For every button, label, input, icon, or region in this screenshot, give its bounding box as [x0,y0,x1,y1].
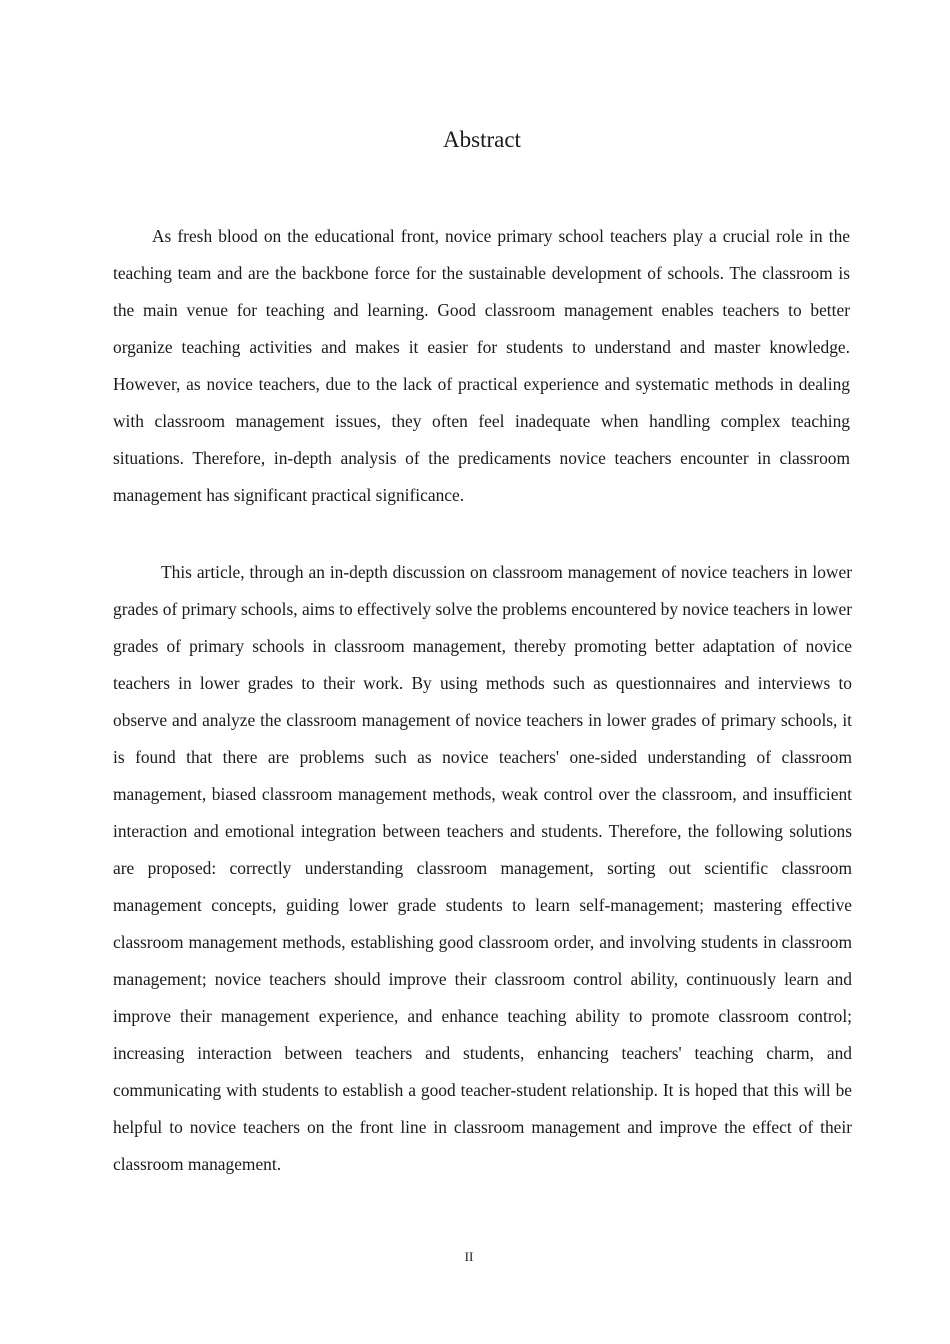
page-title: Abstract [443,127,521,152]
abstract-paragraph-1: As fresh blood on the educational front, novice primary school teachers play a crucial role in the teaching team and are the backbone force for the sustainable development of schools. The classroom is the main venue for teaching and learning. Good classroom management enables teachers to better organize teaching activities and makes it easier for students to understand and master knowledge. However, as novice teachers, due to the lack of practical experience and systematic methods in dealing with classroom management issues, they often feel inadequate when handling complex teaching situations. Therefore, in-depth analysis of the predicaments novice teachers encounter in classroom management has significant practical significance. [113,226,850,505]
page-number: II [464,1249,474,1264]
abstract-paragraph-2: This article, through an in-depth discussion on classroom management of novice teachers in lower grades of primary schools, aims to effectively solve the problems encountered by novice teachers in lower grades of primary schools in classroom management, thereby promoting better adaptation of novice teachers in lower grades to their work. By using methods such as questionnaires and interviews to observe and analyze the classroom management of novice teachers in lower grades of primary schools, it is found that there are problems such as novice teachers' one-sided understanding of classroom management, biased classroom management methods, weak control over the classroom, and insufficient interaction and emotional integration between teachers and students. Therefore, the following solutions are proposed: correctly understanding classroom management, sorting out scientific classroom management concepts, guiding lower grade students to learn self-management; mastering effective classroom management methods, establishing good classroom order, and involving students in classroom management; novice teachers should improve their classroom control ability, continuously learn and improve their management experience, and enhance teaching ability to promote classroom control; increasing interaction between teachers and students, enhancing teachers' teaching charm, and communicating with students to establish a good teacher-student relationship. It is hoped that this will be helpful to novice teachers on the front line in classroom management and improve the effect of their classroom management. [113,562,852,1174]
